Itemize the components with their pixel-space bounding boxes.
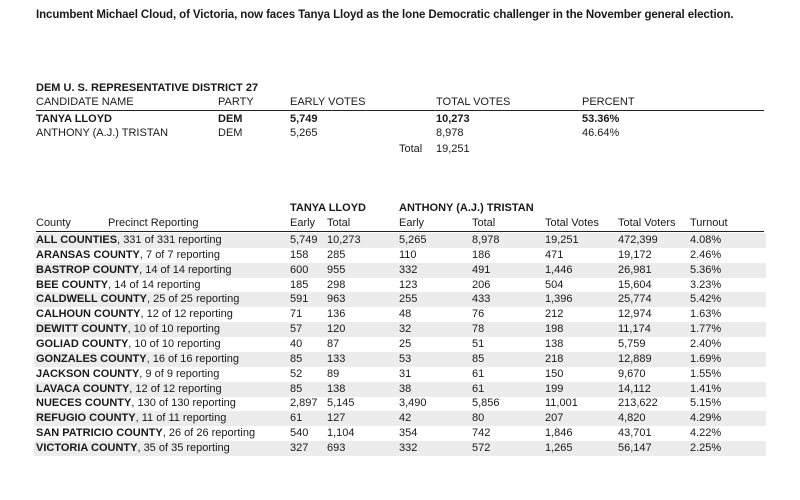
county-cell: [36, 353, 239, 365]
race-title: DEM U. S. REPRESENTATIVE DISTRICT 27: [36, 82, 259, 94]
county-reporting: , 10 of 10 reporting: [128, 337, 221, 350]
col-total-voters: Total Voters: [618, 217, 676, 229]
c1-total-cell: 127: [327, 412, 346, 425]
candidate-early: 5,265: [290, 127, 318, 139]
total-votes-cell: 138: [545, 337, 564, 350]
c2-total-cell: 572: [472, 441, 491, 454]
c2-early-cell: 354: [399, 427, 418, 440]
total-votes-cell: 212: [545, 308, 564, 321]
c2-total-cell: 78: [472, 323, 485, 336]
turnout-cell: 4.08%: [690, 234, 722, 246]
c2-early-cell: 38: [399, 382, 412, 395]
c2-early-cell: 123: [399, 278, 418, 291]
col-total-votes: Total Votes: [545, 217, 599, 229]
c2-total-cell: 85: [472, 352, 485, 365]
county-cell: [36, 264, 231, 276]
turnout-cell: 1.77%: [690, 323, 722, 336]
c1-early-cell: 2,897: [290, 397, 318, 410]
header-early-votes: EARLY VOTES: [290, 96, 366, 108]
c2-total-cell: 206: [472, 278, 491, 291]
county-cell: [36, 338, 221, 350]
total-voters-cell: 25,774: [618, 293, 652, 306]
county-reporting: , 130 of 130 reporting: [131, 397, 236, 410]
c2-total-cell: 51: [472, 337, 485, 350]
candidate-name: ANTHONY (A.J.) TRISTAN: [36, 127, 169, 139]
c2-total-cell: 186: [472, 248, 491, 261]
total-votes-cell: 1,396: [545, 293, 573, 306]
col-turnout: Turnout: [690, 217, 728, 229]
county-name: GONZALES COUNTY: [36, 352, 147, 365]
c2-early-cell: 5,265: [399, 234, 427, 246]
col-c2-early: Early: [399, 217, 425, 229]
c2-total-cell: 61: [472, 367, 485, 380]
c1-early-cell: 327: [290, 441, 309, 454]
c1-early-cell: 85: [290, 382, 303, 395]
county-name: ARANSAS COUNTY: [36, 248, 140, 261]
c1-total-cell: 955: [327, 263, 346, 276]
total-voters-cell: 15,604: [618, 278, 652, 291]
county-reporting: , 9 of 9 reporting: [139, 367, 220, 380]
total-voters-cell: 4,820: [618, 412, 646, 425]
c1-early-cell: 85: [290, 352, 303, 365]
c1-early-cell: 52: [290, 367, 303, 380]
turnout-cell: 1.55%: [690, 367, 722, 380]
candidate-name: TANYA LLOYD: [36, 113, 112, 125]
county-reporting: , 7 of 7 reporting: [139, 248, 221, 261]
county-reporting: , 25 of 25 reporting: [147, 293, 240, 306]
c1-early-cell: 57: [290, 323, 303, 336]
candidate-percent: 53.36%: [582, 113, 620, 125]
county-cell: [36, 397, 236, 409]
total-voters-cell: 56,147: [618, 441, 652, 454]
county-cell: [36, 323, 220, 335]
c1-early-cell: 158: [290, 248, 309, 261]
c2-early-cell: 48: [399, 308, 412, 321]
c1-total-cell: 87: [327, 337, 340, 350]
race-total-label: Total: [399, 143, 423, 155]
county-name: JACKSON COUNTY: [36, 367, 140, 380]
col-county: County: [36, 217, 71, 229]
c1-early-cell: 600: [290, 263, 309, 276]
county-name: GOLIAD COUNTY: [36, 337, 129, 350]
c1-early-cell: 591: [290, 293, 309, 306]
c1-total-cell: 285: [327, 248, 346, 261]
candidate-total: 8,978: [436, 127, 464, 139]
c2-early-cell: 32: [399, 323, 412, 336]
total-votes-cell: 207: [545, 412, 564, 425]
county-cell: [36, 279, 200, 291]
c1-total-cell: 298: [327, 278, 346, 291]
c2-early-cell: 3,490: [399, 397, 427, 410]
c2-early-cell: 332: [399, 263, 418, 276]
total-voters-cell: 472,399: [618, 234, 658, 246]
county-name: BASTROP COUNTY: [36, 263, 140, 276]
total-votes-cell: 198: [545, 323, 564, 336]
col-precinct: Precinct Reporting: [108, 217, 199, 229]
county-name: CALHOUN COUNTY: [36, 308, 141, 321]
c2-total-cell: 80: [472, 412, 485, 425]
total-voters-cell: 19,172: [618, 248, 652, 261]
county-cell: [36, 427, 255, 439]
total-votes-cell: 471: [545, 248, 564, 261]
c2-early-cell: 255: [399, 293, 418, 306]
county-cell: [36, 308, 233, 320]
county-name: ALL COUNTIES: [36, 234, 118, 246]
county-cell: [36, 234, 222, 246]
county-reporting: , 26 of 26 reporting: [162, 427, 256, 440]
c2-early-cell: 25: [399, 337, 412, 350]
turnout-cell: 2.25%: [690, 441, 722, 454]
c1-total-cell: 5,145: [327, 397, 355, 410]
turnout-cell: 5.15%: [690, 397, 722, 410]
c1-early-cell: 61: [290, 412, 303, 425]
col-c2-total: Total: [472, 217, 496, 229]
county-cell: [36, 293, 239, 305]
turnout-cell: 3.23%: [690, 278, 722, 291]
total-voters-cell: 12,889: [618, 352, 652, 365]
c1-total-cell: 89: [327, 367, 340, 380]
turnout-cell: 1.41%: [690, 382, 722, 395]
candidate2-heading: ANTHONY (A.J.) TRISTAN: [399, 202, 534, 214]
turnout-cell: 5.36%: [690, 263, 722, 276]
c2-early-cell: 42: [399, 412, 412, 425]
county-name: LAVACA COUNTY: [36, 382, 130, 395]
candidate-early: 5,749: [290, 113, 318, 125]
turnout-cell: 2.40%: [690, 337, 722, 350]
c1-early-cell: 40: [290, 337, 303, 350]
county-name: BEE COUNTY: [36, 278, 109, 291]
turnout-cell: 1.63%: [690, 308, 722, 321]
c1-early-cell: 71: [290, 308, 303, 321]
candidate-percent: 46.64%: [582, 127, 620, 139]
county-reporting: , 14 of 14 reporting: [139, 263, 232, 276]
headline: Incumbent Michael Cloud, of Victoria, now faces Tanya Lloyd as the lone Democratic challenger in the November general election.: [36, 9, 734, 21]
header-candidate: CANDIDATE NAME: [36, 96, 134, 108]
candidate1-heading: TANYA LLOYD: [290, 202, 366, 214]
c2-total-cell: 8,978: [472, 234, 500, 246]
candidate-party: DEM: [218, 127, 243, 139]
header-party: PARTY: [218, 96, 254, 108]
total-votes-cell: 218: [545, 352, 564, 365]
county-cell: [36, 442, 230, 454]
c1-early-cell: 185: [290, 278, 309, 291]
c2-total-cell: 5,856: [472, 397, 500, 410]
total-voters-cell: 5,759: [618, 337, 646, 350]
total-voters-cell: 9,670: [618, 367, 646, 380]
total-votes-cell: 11,001: [545, 397, 578, 410]
total-voters-cell: 11,174: [618, 323, 651, 336]
race-header-rule: [36, 110, 764, 111]
total-votes-cell: 199: [545, 382, 564, 395]
total-voters-cell: 43,701: [618, 427, 652, 440]
col-c1-total: Total: [327, 217, 351, 229]
c1-total-cell: 1,104: [327, 427, 355, 440]
c2-total-cell: 433: [472, 293, 491, 306]
header-total-votes: TOTAL VOTES: [436, 96, 511, 108]
col-c1-early: Early: [290, 217, 316, 229]
county-reporting: , 16 of 16 reporting: [146, 352, 239, 365]
county-reporting: , 14 of 14 reporting: [108, 278, 201, 291]
race-total-value: 19,251: [436, 143, 470, 155]
c1-early-cell: 5,749: [290, 234, 318, 246]
header-percent: PERCENT: [582, 96, 635, 108]
candidate-party: DEM: [218, 113, 243, 125]
county-reporting: , 11 of 11 reporting: [135, 412, 227, 425]
turnout-cell: 1.69%: [690, 352, 722, 365]
c1-total-cell: 133: [327, 352, 346, 365]
c2-total-cell: 491: [472, 263, 491, 276]
total-voters-cell: 12,974: [618, 308, 652, 321]
total-votes-cell: 1,446: [545, 263, 573, 276]
turnout-cell: 5.42%: [690, 293, 722, 306]
c2-early-cell: 53: [399, 352, 412, 365]
county-name: VICTORIA COUNTY: [36, 441, 138, 454]
county-reporting: , 12 of 12 reporting: [140, 308, 233, 321]
county-reporting: , 12 of 12 reporting: [129, 382, 222, 395]
county-name: REFUGIO COUNTY: [36, 412, 136, 425]
county-header-rule: [36, 231, 764, 232]
total-voters-cell: 213,622: [618, 397, 658, 410]
county-reporting: , 10 of 10 reporting: [127, 323, 221, 336]
turnout-cell: 4.29%: [690, 412, 722, 425]
total-voters-cell: 14,112: [618, 382, 651, 395]
turnout-cell: 4.22%: [690, 427, 722, 440]
county-cell: [36, 249, 220, 261]
c1-total-cell: 693: [327, 441, 346, 454]
total-votes-cell: 150: [545, 367, 564, 380]
county-name: NUECES COUNTY: [36, 397, 132, 410]
turnout-cell: 2.46%: [690, 248, 722, 261]
c1-total-cell: 138: [327, 382, 346, 395]
c2-early-cell: 110: [399, 248, 417, 261]
county-name: SAN PATRICIO COUNTY: [36, 427, 163, 440]
county-name: DEWITT COUNTY: [36, 323, 128, 336]
c2-total-cell: 61: [472, 382, 485, 395]
c1-total-cell: 10,273: [327, 234, 361, 246]
c1-total-cell: 120: [327, 323, 346, 336]
c2-early-cell: 31: [399, 367, 412, 380]
c1-early-cell: 540: [290, 427, 309, 440]
total-votes-cell: 504: [545, 278, 564, 291]
c2-total-cell: 76: [472, 308, 485, 321]
county-cell: [36, 412, 226, 424]
total-voters-cell: 26,981: [618, 263, 652, 276]
candidate-total: 10,273: [436, 113, 470, 125]
county-cell: [36, 368, 219, 380]
c1-total-cell: 963: [327, 293, 346, 306]
county-reporting: , 331 of 331 reporting: [117, 234, 222, 246]
c2-early-cell: 332: [399, 441, 418, 454]
total-votes-cell: 1,265: [545, 441, 573, 454]
total-votes-cell: 19,251: [545, 234, 579, 246]
c1-total-cell: 136: [327, 308, 346, 321]
c2-total-cell: 742: [472, 427, 491, 440]
county-cell: [36, 383, 222, 395]
county-name: CALDWELL COUNTY: [36, 293, 148, 306]
total-votes-cell: 1,846: [545, 427, 573, 440]
county-reporting: , 35 of 35 reporting: [137, 441, 230, 454]
